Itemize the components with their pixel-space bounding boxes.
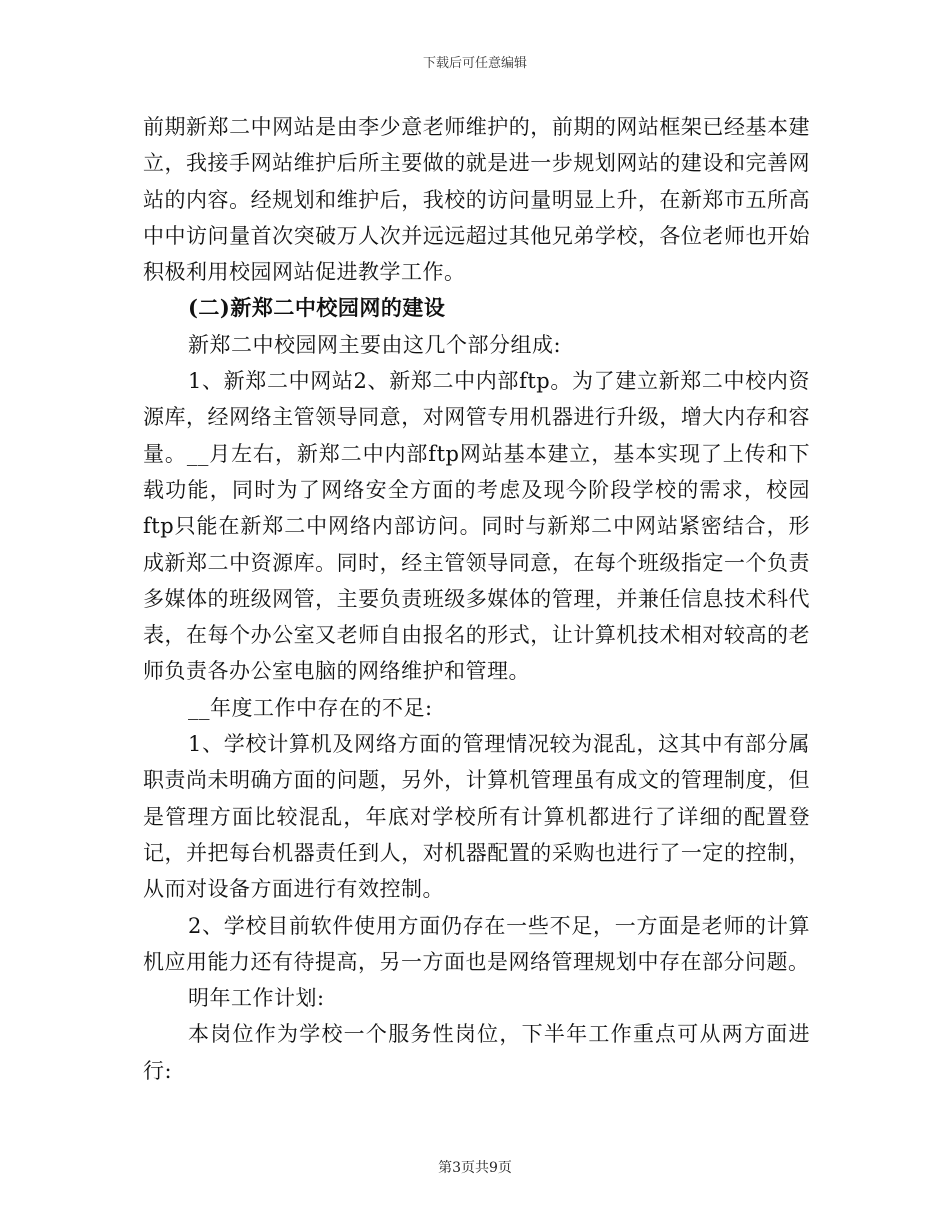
page-footer: 第3页共9页 — [438, 1160, 512, 1176]
paragraph-network-composition: 新郑二中校园网主要由这几个部分组成: — [188, 332, 562, 357]
document-body — [143, 109, 810, 1089]
paragraph-plan-title: 明年工作计划: — [188, 986, 325, 1011]
paragraph-shortcoming-2: 2、学校目前软件使用方面仍存在一些不足，一方面是老师的计算机应用能力还有待提高，另一方面也是网络管理规划中存在部分问题。 — [143, 913, 810, 974]
page-header: 下载后可任意编辑 — [422, 56, 527, 71]
paragraph-shortcoming-1: 1、学校计算机及网络方面的管理情况较为混乱，这其中有部分属职责尚未明确方面的问题，另外，计算机管理虽有成文的管理制度，但是管理方面比较混乱，年底对学校所有计算机都进行了详细的配置登记，并把每台机器责任到人，对机器配置的采购也进行了一定的控制，从而对设备方面进行有效控制。 — [143, 732, 810, 902]
section-heading-campus-network: (二)新郑二中校园网的建设 — [188, 295, 446, 321]
paragraph-website-maintenance: 前期新郑二中网站是由李少意老师维护的，前期的网站框架已经基本建立，我接手网站维护后所主要做的就是进一步规划网站的建设和完善网站的内容。经规划和维护后，我校的访问量明显上升，在新郑市五所高中中访问量首次突破万人次并远远超过其他兄弟学校，各位老师也开始积极利用校园网站促进教学工作。 — [143, 115, 810, 285]
paragraph-shortcomings-title: __年度工作中存在的不足: — [188, 695, 433, 720]
paragraph-ftp-resources: 1、新郑二中网站2、新郑二中内部ftp。为了建立新郑二中校内资源库，经网络主管领导同意，对网管专用机器进行升级，增大内存和容量。__月左右，新郑二中内部ftp网站基本建立，基本实现了上传和下载功能，同时为了网络安全方面的考虑及现今阶段学校的需求，校园ftp只能在新郑二中网络内部访问。同时与新郑二中网站紧密结合，形成新郑二中资源库。同时，经主管领导同意，在每个班级指定一个负责多媒体的班级网管，主要负责班级多媒体的管理，并兼任信息技术科代表，在每个办公室又老师自由报名的形式，让计算机技术相对较高的老师负责各办公室电脑的网络维护和管理。 — [143, 369, 810, 684]
paragraph-plan-intro: 本岗位作为学校一个服务性岗位，下半年工作重点可从两方面进行: — [143, 1022, 810, 1083]
